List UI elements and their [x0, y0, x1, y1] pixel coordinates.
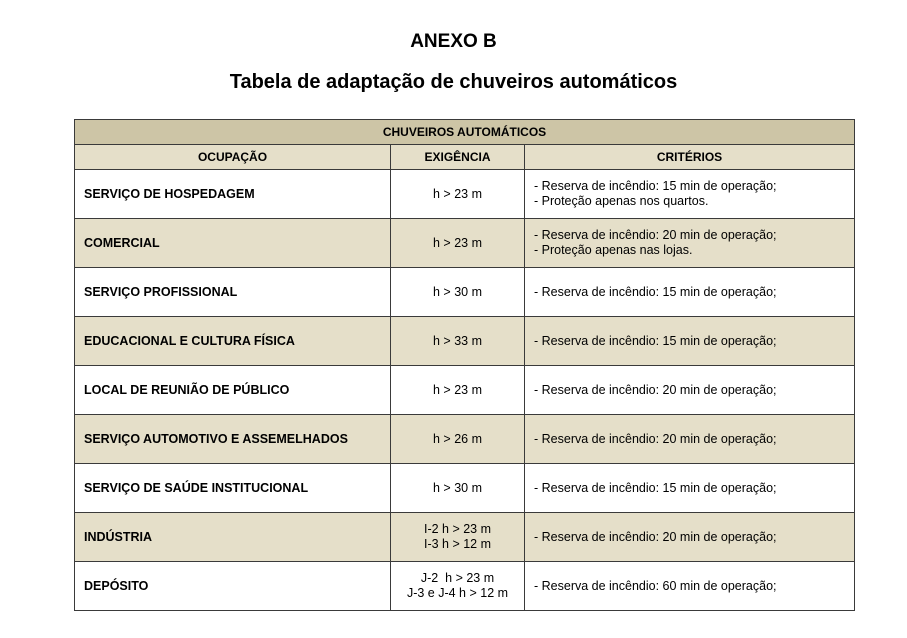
table-row — [75, 170, 855, 219]
criteria-line: - Reserva de incêndio: 15 min de operação; — [534, 480, 777, 495]
criteria-cell — [525, 415, 855, 464]
criteria-line: - Reserva de incêndio: 60 min de operação; — [534, 578, 777, 593]
criteria-cell — [525, 366, 855, 415]
criteria-line: - Reserva de incêndio: 15 min de operação; — [534, 333, 777, 348]
requirement-line: h > 30 m — [433, 480, 482, 495]
table-row — [75, 366, 855, 415]
requirement-cell — [391, 562, 525, 611]
requirement-line: I-2 h > 23 m — [423, 522, 492, 536]
criteria-line: - Proteção apenas nos quartos. — [534, 194, 709, 208]
requirement-cell — [391, 268, 525, 317]
table-row — [75, 219, 855, 268]
table-row — [75, 562, 855, 611]
requirement-line: h > 26 m — [433, 431, 482, 446]
criteria-cell — [525, 219, 855, 268]
annex-title: ANEXO B — [410, 31, 497, 52]
column-header-occupation: OCUPAÇÃO — [75, 145, 391, 170]
column-header-criteria: CRITÉRIOS — [525, 145, 855, 170]
requirement-cell — [391, 513, 525, 562]
requirement-cell — [391, 219, 525, 268]
criteria-line: - Proteção apenas nas lojas. — [534, 243, 693, 257]
criteria-line: - Reserva de incêndio: 15 min de operação; — [534, 284, 777, 299]
occupation-cell: SERVIÇO AUTOMOTIVO E ASSEMELHADOS — [75, 415, 391, 464]
criteria-cell — [525, 317, 855, 366]
criteria-cell — [525, 464, 855, 513]
requirement-cell — [391, 366, 525, 415]
occupation-cell: LOCAL DE REUNIÃO DE PÚBLICO — [75, 366, 391, 415]
sprinkler-table — [74, 119, 855, 611]
requirement-line: J-2 h > 23 m — [420, 571, 495, 585]
table-row — [75, 415, 855, 464]
requirement-cell — [391, 415, 525, 464]
requirement-line: I-3 h > 12 m — [423, 537, 492, 551]
requirement-line: h > 23 m — [433, 382, 482, 397]
requirement-line: h > 30 m — [433, 284, 482, 299]
requirement-line: h > 23 m — [433, 186, 482, 201]
occupation-cell: SERVIÇO DE HOSPEDAGEM — [75, 170, 391, 219]
occupation-cell: EDUCACIONAL E CULTURA FÍSICA — [75, 317, 391, 366]
criteria-line: - Reserva de incêndio: 20 min de operação; — [534, 529, 777, 544]
table-row — [75, 464, 855, 513]
criteria-cell — [525, 562, 855, 611]
occupation-cell: SERVIÇO DE SAÚDE INSTITUCIONAL — [75, 464, 391, 513]
criteria-line: - Reserva de incêndio: 20 min de operação; — [534, 431, 777, 446]
table-body — [75, 170, 855, 611]
table-row — [75, 268, 855, 317]
occupation-cell: COMERCIAL — [75, 219, 391, 268]
table-caption: CHUVEIROS AUTOMÁTICOS — [75, 120, 855, 145]
criteria-line: - Reserva de incêndio: 20 min de operação; — [534, 382, 777, 397]
criteria-line: - Reserva de incêndio: 15 min de operação; — [534, 179, 777, 193]
criteria-cell — [525, 268, 855, 317]
occupation-cell: DEPÓSITO — [75, 562, 391, 611]
requirement-cell — [391, 317, 525, 366]
occupation-cell: SERVIÇO PROFISSIONAL — [75, 268, 391, 317]
page-title: Tabela de adaptação de chuveiros automáticos — [229, 71, 678, 93]
requirement-cell — [391, 464, 525, 513]
criteria-line: - Reserva de incêndio: 20 min de operação; — [534, 228, 777, 242]
table-row — [75, 513, 855, 562]
requirement-line: J-3 e J-4 h > 12 m — [406, 586, 509, 600]
requirement-line: h > 23 m — [433, 235, 482, 250]
requirement-line: h > 33 m — [433, 333, 482, 348]
table-row — [75, 317, 855, 366]
criteria-cell — [525, 170, 855, 219]
occupation-cell: INDÚSTRIA — [75, 513, 391, 562]
requirement-cell — [391, 170, 525, 219]
column-header-requirement: EXIGÊNCIA — [391, 145, 525, 170]
criteria-cell — [525, 513, 855, 562]
